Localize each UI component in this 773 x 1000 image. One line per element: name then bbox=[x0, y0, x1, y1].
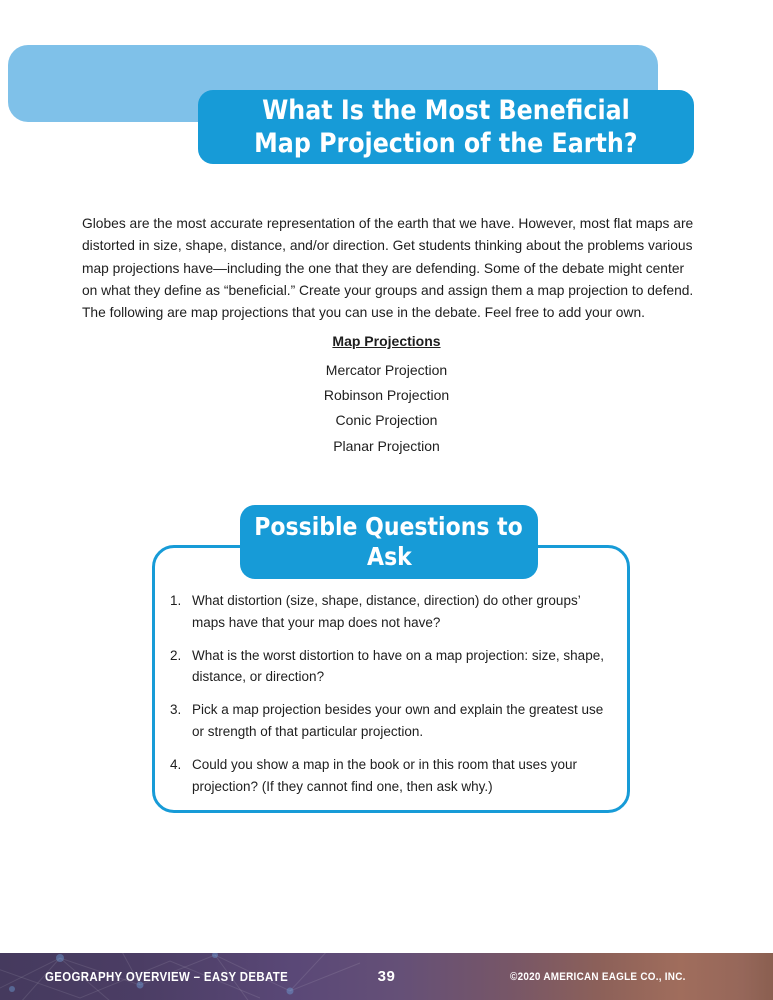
question-item-3: Pick a map projection besides your own and explain the greatest use or strength of that particular projection. bbox=[192, 702, 604, 739]
footer-copyright: ©2020 AMERICAN EAGLE CO., INC. bbox=[510, 970, 686, 983]
page-title-line-1: What Is the Most Beneficial bbox=[262, 95, 630, 126]
projection-item-robinson: Robinson Projection bbox=[323, 387, 450, 404]
footer-section-title: GEOGRAPHY OVERVIEW – EASY DEBATE bbox=[45, 969, 289, 984]
question-item-1: What distortion (size, shape, distance, direction) do other groups’ maps have that your map does not have? bbox=[192, 593, 581, 630]
map-projections-section bbox=[0, 333, 773, 459]
footer-page-number: 39 bbox=[377, 968, 396, 985]
question-item-4: Could you show a map in the book or in this room that uses your projection? (If they cannot find one, then ask why.) bbox=[192, 756, 577, 794]
questions-list bbox=[152, 590, 624, 808]
projection-item-conic: Conic Projection bbox=[335, 412, 438, 429]
map-projections-heading: Map Projections bbox=[332, 333, 441, 349]
projection-item-planar: Planar Projection bbox=[333, 437, 440, 454]
page-title bbox=[198, 90, 694, 164]
page-title-line-2: Map Projection of the Earth? bbox=[254, 128, 638, 159]
questions-header-line-2: Ask bbox=[366, 542, 412, 571]
questions-header-line-1: Possible Questions to bbox=[254, 512, 524, 541]
projection-item-mercator: Mercator Projection bbox=[325, 362, 448, 378]
footer-bar bbox=[0, 953, 773, 1000]
questions-header bbox=[240, 505, 538, 579]
question-item-2: What is the worst distortion to have on a map projection: size, shape, distance, or direction? bbox=[192, 647, 604, 685]
intro-paragraph: Globes are the most accurate representation of the earth that we have. However, most flat maps are distorted in size, shape, distance, and/or direction. Get students thinking about the problems various map projections have—including the one that they are defending. Some of the debate might center on what they define as “beneficial.” Create your groups and assign them a map projection to defend. The following are map projections that you can use in the debate. Feel free to add your own. bbox=[82, 215, 694, 321]
